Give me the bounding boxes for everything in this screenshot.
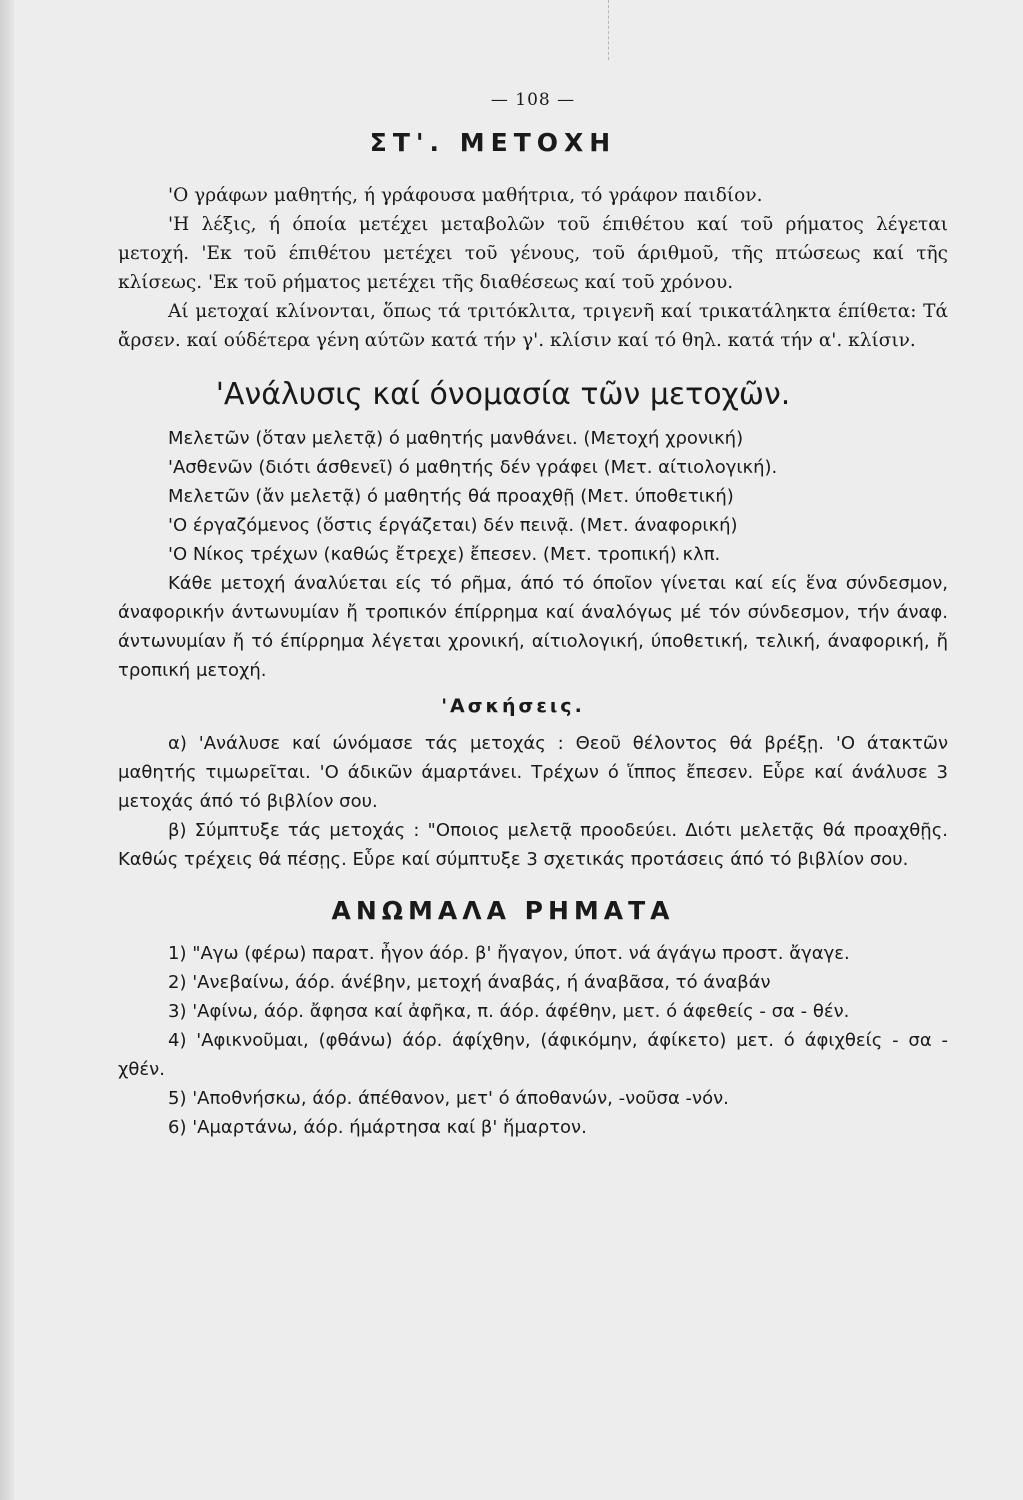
verb-entry: 3) 'Αφίνω, άόρ. ἄφησα καί ἀφῆκα, π. άόρ. άφέθην, μετ. ό άφεθείς - σα - θέν. bbox=[168, 1001, 850, 1022]
participle-declension: Αί μετοχαί κλίνονται, ὅπως τά τριτόκλιτα, τριγενῆ καί τρικατάληκτα έπίθετα: Τά ἄρσεν. καί ούδέτερα γένη αύτῶν κατά τήν γ'. κλίσιν καί τό θηλ. κατά τήν α'. κλίσιν. bbox=[118, 301, 948, 351]
chapter-title: ΣΤ'. ΜΕΤΟΧΗ bbox=[369, 128, 617, 157]
irregular-verbs-title: ΑΝΩΜΑΛΑ ΡΗΜΑΤΑ bbox=[331, 896, 675, 925]
analysis-example: 'Ασθενῶν (διότι άσθενεῖ) ό μαθητής δέν γράφει (Μετ. αίτιολογική). bbox=[168, 457, 778, 478]
analysis-rule: Κάθε μετοχή άναλύεται είς τό ρῆμα, άπό τό όποῖον γίνεται καί είς ἕνα σύνδεσμον, άναφορικήν άντωνυμίαν ἤ τροπικόν έπίρρημα καί άναλόγως μέ τόν σύνδεσμον, τήν άναφ. άντωνυμίαν ἤ τό έπίρρημα λέγεται χρονική, αίτιολογική, ύποθετική, τελική, άναφορική, ἤ τροπική μετοχή. bbox=[118, 573, 948, 681]
verb-entry: 5) 'Αποθνήσκω, άόρ. άπέθανον, μετ' ό άποθανών, -νοῦσα -νόν. bbox=[168, 1088, 729, 1109]
scan-mark bbox=[608, 0, 611, 60]
page-edge bbox=[0, 0, 14, 1500]
analysis-example: Μελετῶν (ὅταν μελετᾷ) ό μαθητής μανθάνει. (Μετοχή χρονική) bbox=[168, 428, 744, 449]
exercises-title: 'Ασκήσεις. bbox=[441, 695, 585, 717]
book-page bbox=[118, 90, 948, 1142]
verb-entry: 4) 'Αφικνοῦμαι, (φθάνω) άόρ. άφίχθην, (άφικόμην, άφίκετο) μετ. ό άφιχθείς - σα - χθέν. bbox=[118, 1030, 948, 1080]
participle-definition: 'Η λέξις, ή όποία μετέχει μεταβολῶν τοῦ έπιθέτου καί τοῦ ρήματος λέγεται μετοχή. 'Εκ τοῦ έπιθέτου μετέχει τοῦ γένους, τοῦ άριθμοῦ, τῆς πτώσεως καί τῆς κλίσεως. 'Εκ τοῦ ρήματος μετέχει τῆς διαθέσεως καί τοῦ χρόνου. bbox=[118, 214, 948, 293]
analysis-example: 'Ο Νίκος τρέχων (καθώς ἔτρεχε) ἔπεσεν. (Μετ. τροπική) κλπ. bbox=[168, 544, 721, 565]
verb-entry: 2) 'Ανεβαίνω, άόρ. άνέβην, μετοχή άναβάς, ή άναβᾶσα, τό άναβάν bbox=[168, 972, 771, 993]
analysis-example: Μελετῶν (ἄν μελετᾷ) ό μαθητής θά προαχθῇ (Μετ. ύποθετική) bbox=[168, 486, 734, 507]
verb-entry: 1) "Αγω (φέρω) παρατ. ἦγον άόρ. β' ἤγαγον, ύποτ. νά άγάγω προστ. ἄγαγε. bbox=[168, 943, 850, 964]
exercise-item: β) Σύμπτυξε τάς μετοχάς : "Οποιος μελετᾷ προοδεύει. Διότι μελετᾷς θά προαχθῇς. Καθώς τρέχεις θά πέσῃς. Εὗρε καί σύμπτυξε 3 σχετικάς προτάσεις άπό τό βιβλίον σου. bbox=[118, 820, 948, 870]
analysis-example: 'Ο έργαζόμενος (ὅστις έργάζεται) δέν πεινᾷ. (Μετ. άναφορική) bbox=[168, 515, 738, 536]
verb-entry: 6) 'Αμαρτάνω, άόρ. ήμάρτησα καί β' ἥμαρτον. bbox=[168, 1117, 587, 1138]
page-number: — 108 — bbox=[490, 90, 576, 110]
analysis-title: 'Ανάλυσις καί όνομασία τῶν μετοχῶν. bbox=[215, 377, 791, 412]
exercise-item: α) 'Ανάλυσε καί ώνόμασε τάς μετοχάς : Θεοῦ θέλοντος θά βρέξῃ. 'Ο άτακτῶν μαθητής τιμωρεῖται. 'Ο άδικῶν άμαρτάνει. Τρέχων ό ἵππος ἔπεσεν. Εὗρε καί άνάλυσε 3 μετοχάς άπό τό βιβλίον σου. bbox=[118, 733, 948, 812]
participle-examples: 'Ο γράφων μαθητής, ή γράφουσα μαθήτρια, τό γράφον παιδίον. bbox=[168, 185, 763, 206]
